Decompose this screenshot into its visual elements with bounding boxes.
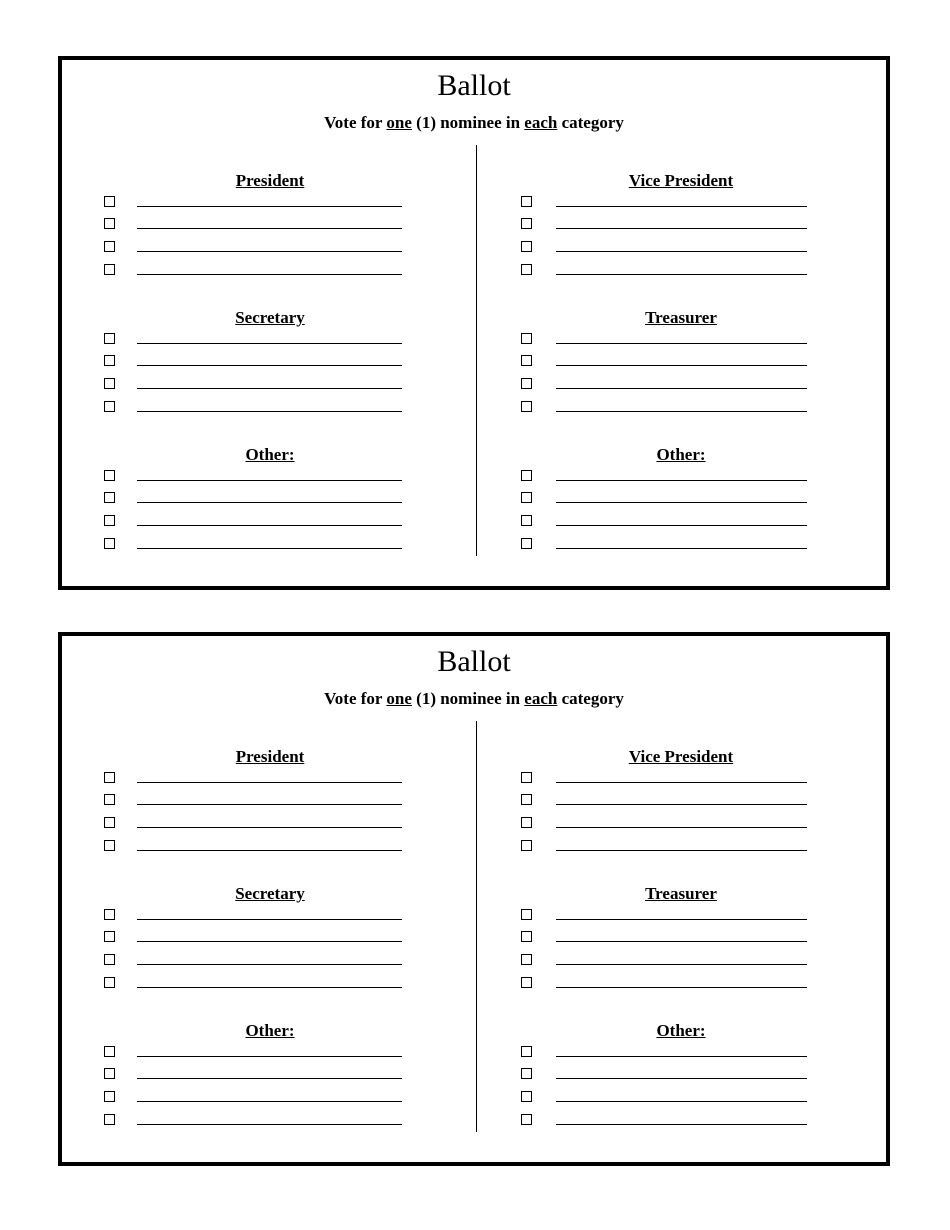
nominee-checkbox[interactable]	[104, 909, 115, 920]
nominee-row	[62, 1046, 462, 1069]
nominee-checkbox[interactable]	[521, 817, 532, 828]
nominee-write-in-line[interactable]	[137, 274, 402, 275]
nominee-write-in-line[interactable]	[137, 782, 402, 783]
nominee-checkbox[interactable]	[521, 492, 532, 503]
nominee-write-in-line[interactable]	[137, 987, 402, 988]
nominee-checkbox[interactable]	[104, 492, 115, 503]
nominee-checkbox[interactable]	[104, 515, 115, 526]
nominee-write-in-line[interactable]	[137, 228, 402, 229]
nominee-checkbox[interactable]	[521, 794, 532, 805]
category-heading: Secretary	[235, 308, 305, 327]
nominee-row	[62, 1114, 462, 1137]
nominee-write-in-line[interactable]	[137, 964, 402, 965]
category-heading: President	[235, 747, 305, 766]
nominee-checkbox[interactable]	[104, 954, 115, 965]
category-heading: Other:	[656, 1021, 706, 1040]
nominee-checkbox[interactable]	[104, 401, 115, 412]
nominee-row	[62, 333, 462, 356]
nominee-row	[478, 931, 878, 954]
nominee-write-in-line[interactable]	[137, 502, 402, 503]
nominee-row	[478, 1114, 878, 1137]
nominee-row	[62, 1068, 462, 1091]
nominee-write-in-line[interactable]	[556, 850, 807, 851]
nominee-row	[478, 492, 878, 515]
nominee-checkbox[interactable]	[521, 909, 532, 920]
instructions-emphasis-each: each	[524, 113, 558, 132]
nominee-row	[478, 333, 878, 356]
nominee-write-in-line[interactable]	[556, 987, 807, 988]
nominee-row	[478, 954, 878, 977]
nominee-row	[478, 840, 878, 863]
nominee-row	[478, 977, 878, 1000]
nominee-write-in-line[interactable]	[556, 251, 807, 252]
instructions-emphasis-each: each	[524, 689, 558, 708]
nominee-checkbox[interactable]	[104, 470, 115, 481]
nominee-write-in-line[interactable]	[556, 365, 807, 366]
nominee-write-in-line[interactable]	[556, 480, 807, 481]
category-heading: Other:	[656, 445, 706, 464]
nominee-write-in-line[interactable]	[556, 827, 807, 828]
nominee-checkbox[interactable]	[104, 241, 115, 252]
nominee-row	[478, 794, 878, 817]
nominee-write-in-line[interactable]	[137, 206, 402, 207]
nominee-checkbox[interactable]	[521, 538, 532, 549]
category-heading: Other:	[245, 445, 295, 464]
nominee-write-in-line[interactable]	[556, 502, 807, 503]
nominee-checkbox[interactable]	[104, 333, 115, 344]
nominee-checkbox[interactable]	[521, 515, 532, 526]
nominee-row	[478, 1068, 878, 1091]
category-other	[62, 1021, 462, 1141]
nominee-row	[478, 241, 878, 264]
category-other	[478, 1021, 878, 1141]
nominee-checkbox[interactable]	[521, 196, 532, 207]
nominee-row	[478, 817, 878, 840]
nominee-write-in-line[interactable]	[137, 343, 402, 344]
nominee-checkbox[interactable]	[104, 196, 115, 207]
nominee-checkbox[interactable]	[521, 264, 532, 275]
nominee-write-in-line[interactable]	[137, 525, 402, 526]
nominee-write-in-line[interactable]	[556, 274, 807, 275]
category-treasurer	[478, 884, 878, 1004]
nominee-checkbox[interactable]	[521, 378, 532, 389]
nominee-row	[62, 470, 462, 493]
nominee-write-in-line[interactable]	[556, 964, 807, 965]
nominee-write-in-line[interactable]	[556, 206, 807, 207]
nominee-row	[62, 515, 462, 538]
nominee-write-in-line[interactable]	[137, 941, 402, 942]
category-heading: Treasurer	[645, 308, 717, 327]
nominee-row	[62, 817, 462, 840]
nominee-checkbox[interactable]	[104, 1091, 115, 1102]
nominee-write-in-line[interactable]	[137, 388, 402, 389]
nominee-write-in-line[interactable]	[556, 1078, 807, 1079]
category-vice-president	[478, 747, 878, 867]
nominee-write-in-line[interactable]	[137, 1101, 402, 1102]
ballot-title: Ballot	[437, 69, 511, 102]
nominee-write-in-line[interactable]	[137, 251, 402, 252]
nominee-write-in-line[interactable]	[137, 1124, 402, 1125]
instructions-text: (1) nominee in	[411, 113, 525, 132]
category-president	[62, 747, 462, 867]
nominee-row	[62, 909, 462, 932]
nominee-checkbox[interactable]	[521, 333, 532, 344]
nominee-checkbox[interactable]	[521, 218, 532, 229]
nominee-write-in-line[interactable]	[556, 411, 807, 412]
nominee-row	[62, 492, 462, 515]
category-heading: Treasurer	[645, 884, 717, 903]
nominee-row	[478, 264, 878, 287]
ballot-instructions	[62, 688, 886, 710]
nominee-checkbox[interactable]	[521, 977, 532, 988]
ballot-instructions	[62, 112, 886, 134]
category-heading: Other:	[245, 1021, 295, 1040]
nominee-write-in-line[interactable]	[556, 343, 807, 344]
nominee-row	[478, 909, 878, 932]
nominee-write-in-line[interactable]	[556, 525, 807, 526]
nominee-write-in-line[interactable]	[556, 941, 807, 942]
category-secretary	[62, 308, 462, 428]
category-secretary	[62, 884, 462, 1004]
nominee-checkbox[interactable]	[521, 840, 532, 851]
nominee-checkbox[interactable]	[104, 1114, 115, 1125]
category-heading: President	[235, 171, 305, 190]
column-divider	[476, 721, 477, 1132]
category-other	[62, 445, 462, 565]
nominee-row	[478, 355, 878, 378]
nominee-row	[478, 772, 878, 795]
category-other	[478, 445, 878, 565]
instructions-text: category	[557, 113, 624, 132]
nominee-checkbox[interactable]	[104, 977, 115, 988]
nominee-row	[62, 977, 462, 1000]
nominee-row	[478, 538, 878, 561]
instructions-text: Vote for	[324, 113, 387, 132]
nominee-checkbox[interactable]	[104, 817, 115, 828]
nominee-row	[62, 218, 462, 241]
nominee-row	[62, 840, 462, 863]
nominee-checkbox[interactable]	[521, 241, 532, 252]
nominee-row	[478, 218, 878, 241]
nominee-write-in-line[interactable]	[137, 919, 402, 920]
instructions-text: (1) nominee in	[411, 689, 525, 708]
instructions-text: Vote for	[324, 689, 387, 708]
nominee-checkbox[interactable]	[521, 1114, 532, 1125]
nominee-row	[62, 538, 462, 561]
nominee-checkbox[interactable]	[521, 954, 532, 965]
nominee-row	[478, 401, 878, 424]
nominee-checkbox[interactable]	[104, 772, 115, 783]
nominee-write-in-line[interactable]	[137, 804, 402, 805]
nominee-row	[62, 931, 462, 954]
nominee-row	[478, 1091, 878, 1114]
nominee-checkbox[interactable]	[104, 840, 115, 851]
category-heading: Secretary	[235, 884, 305, 903]
nominee-write-in-line[interactable]	[137, 411, 402, 412]
nominee-row	[62, 264, 462, 287]
nominee-row	[62, 196, 462, 219]
ballot-card	[58, 56, 890, 590]
category-heading: Vice President	[628, 747, 734, 766]
nominee-write-in-line[interactable]	[556, 388, 807, 389]
nominee-write-in-line[interactable]	[137, 850, 402, 851]
nominee-write-in-line[interactable]	[137, 827, 402, 828]
ballot-title: Ballot	[437, 645, 511, 678]
instructions-emphasis-one: one	[386, 689, 412, 708]
nominee-checkbox[interactable]	[104, 931, 115, 942]
nominee-checkbox[interactable]	[104, 355, 115, 366]
nominee-checkbox[interactable]	[521, 1046, 532, 1057]
category-president	[62, 171, 462, 291]
nominee-write-in-line[interactable]	[556, 782, 807, 783]
category-treasurer	[478, 308, 878, 428]
nominee-row	[478, 1046, 878, 1069]
nominee-checkbox[interactable]	[521, 1091, 532, 1102]
nominee-write-in-line[interactable]	[556, 228, 807, 229]
nominee-write-in-line[interactable]	[137, 480, 402, 481]
nominee-checkbox[interactable]	[104, 378, 115, 389]
nominee-row	[62, 1091, 462, 1114]
nominee-checkbox[interactable]	[521, 1068, 532, 1079]
nominee-checkbox[interactable]	[104, 538, 115, 549]
nominee-row	[478, 378, 878, 401]
nominee-row	[62, 378, 462, 401]
nominee-row	[62, 355, 462, 378]
nominee-write-in-line[interactable]	[137, 365, 402, 366]
category-heading: Vice President	[628, 171, 734, 190]
nominee-row	[62, 794, 462, 817]
nominee-write-in-line[interactable]	[556, 919, 807, 920]
category-vice-president	[478, 171, 878, 291]
ballot-card	[58, 632, 890, 1166]
nominee-row	[62, 954, 462, 977]
nominee-checkbox[interactable]	[104, 218, 115, 229]
nominee-write-in-line[interactable]	[556, 1101, 807, 1102]
nominee-row	[478, 196, 878, 219]
nominee-checkbox[interactable]	[521, 355, 532, 366]
nominee-write-in-line[interactable]	[556, 1124, 807, 1125]
nominee-row	[478, 515, 878, 538]
instructions-emphasis-one: one	[386, 113, 412, 132]
nominee-write-in-line[interactable]	[556, 804, 807, 805]
nominee-checkbox[interactable]	[104, 264, 115, 275]
nominee-write-in-line[interactable]	[137, 1056, 402, 1057]
nominee-write-in-line[interactable]	[556, 1056, 807, 1057]
nominee-checkbox[interactable]	[104, 1068, 115, 1079]
nominee-row	[62, 241, 462, 264]
nominee-write-in-line[interactable]	[137, 1078, 402, 1079]
nominee-checkbox[interactable]	[104, 1046, 115, 1057]
column-divider	[476, 145, 477, 556]
nominee-write-in-line[interactable]	[556, 548, 807, 549]
nominee-checkbox[interactable]	[521, 401, 532, 412]
nominee-checkbox[interactable]	[521, 470, 532, 481]
nominee-checkbox[interactable]	[104, 794, 115, 805]
nominee-row	[62, 772, 462, 795]
nominee-row	[62, 401, 462, 424]
nominee-checkbox[interactable]	[521, 931, 532, 942]
nominee-checkbox[interactable]	[521, 772, 532, 783]
nominee-row	[478, 470, 878, 493]
nominee-write-in-line[interactable]	[137, 548, 402, 549]
instructions-text: category	[557, 689, 624, 708]
